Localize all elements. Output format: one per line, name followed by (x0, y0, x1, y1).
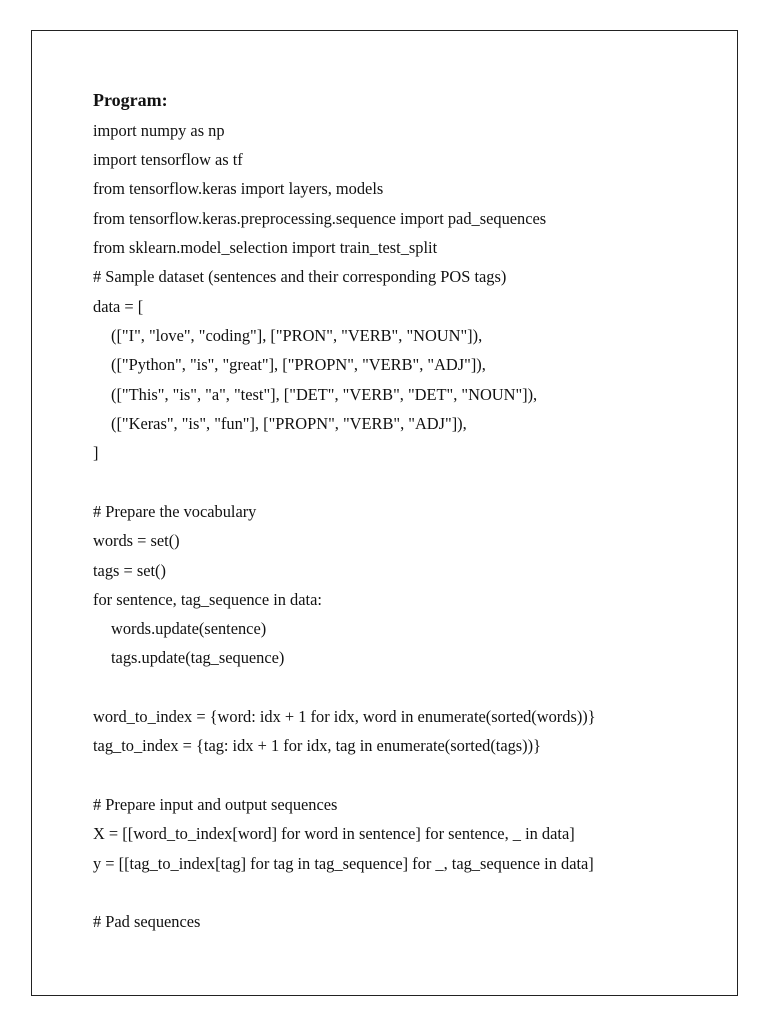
code-line: from tensorflow.keras.preprocessing.sequence import pad_sequences (93, 209, 547, 228)
code-line: ] (93, 443, 99, 462)
code-line: (["I", "love", "coding"], ["PRON", "VERB", "NOUN"]), (111, 326, 483, 345)
code-line: from tensorflow.keras import layers, models (93, 179, 384, 198)
code-line: # Sample dataset (sentences and their corresponding POS tags) (93, 267, 507, 286)
code-line: from sklearn.model_selection import train_test_split (93, 238, 438, 257)
code-line: words.update(sentence) (111, 619, 267, 638)
program-heading: Program: (93, 90, 168, 110)
code-line: import tensorflow as tf (93, 150, 243, 169)
code-line: (["Keras", "is", "fun"], ["PROPN", "VERB", "ADJ"]), (111, 414, 467, 433)
code-line: X = [[word_to_index[word] for word in sentence] for sentence, _ in data] (93, 824, 575, 843)
code-line: import numpy as np (93, 121, 225, 140)
code-line: (["Python", "is", "great"], ["PROPN", "VERB", "ADJ"]), (111, 355, 486, 374)
code-line: # Prepare the vocabulary (93, 502, 257, 521)
code-line: tags.update(tag_sequence) (111, 648, 285, 667)
code-line: words = set() (93, 531, 180, 550)
code-line: # Prepare input and output sequences (93, 795, 338, 814)
code-line: word_to_index = {word: idx + 1 for idx, word in enumerate(sorted(words))} (93, 707, 596, 726)
code-line: (["This", "is", "a", "test"], ["DET", "VERB", "DET", "NOUN"]), (111, 385, 538, 404)
code-line: # Pad sequences (93, 912, 201, 931)
code-line: tag_to_index = {tag: idx + 1 for idx, tag in enumerate(sorted(tags))} (93, 736, 541, 755)
code-line: tags = set() (93, 561, 166, 580)
code-line: y = [[tag_to_index[tag] for tag in tag_sequence] for _, tag_sequence in data] (93, 854, 594, 873)
code-line: for sentence, tag_sequence in data: (93, 590, 322, 609)
code-line: data = [ (93, 297, 144, 316)
